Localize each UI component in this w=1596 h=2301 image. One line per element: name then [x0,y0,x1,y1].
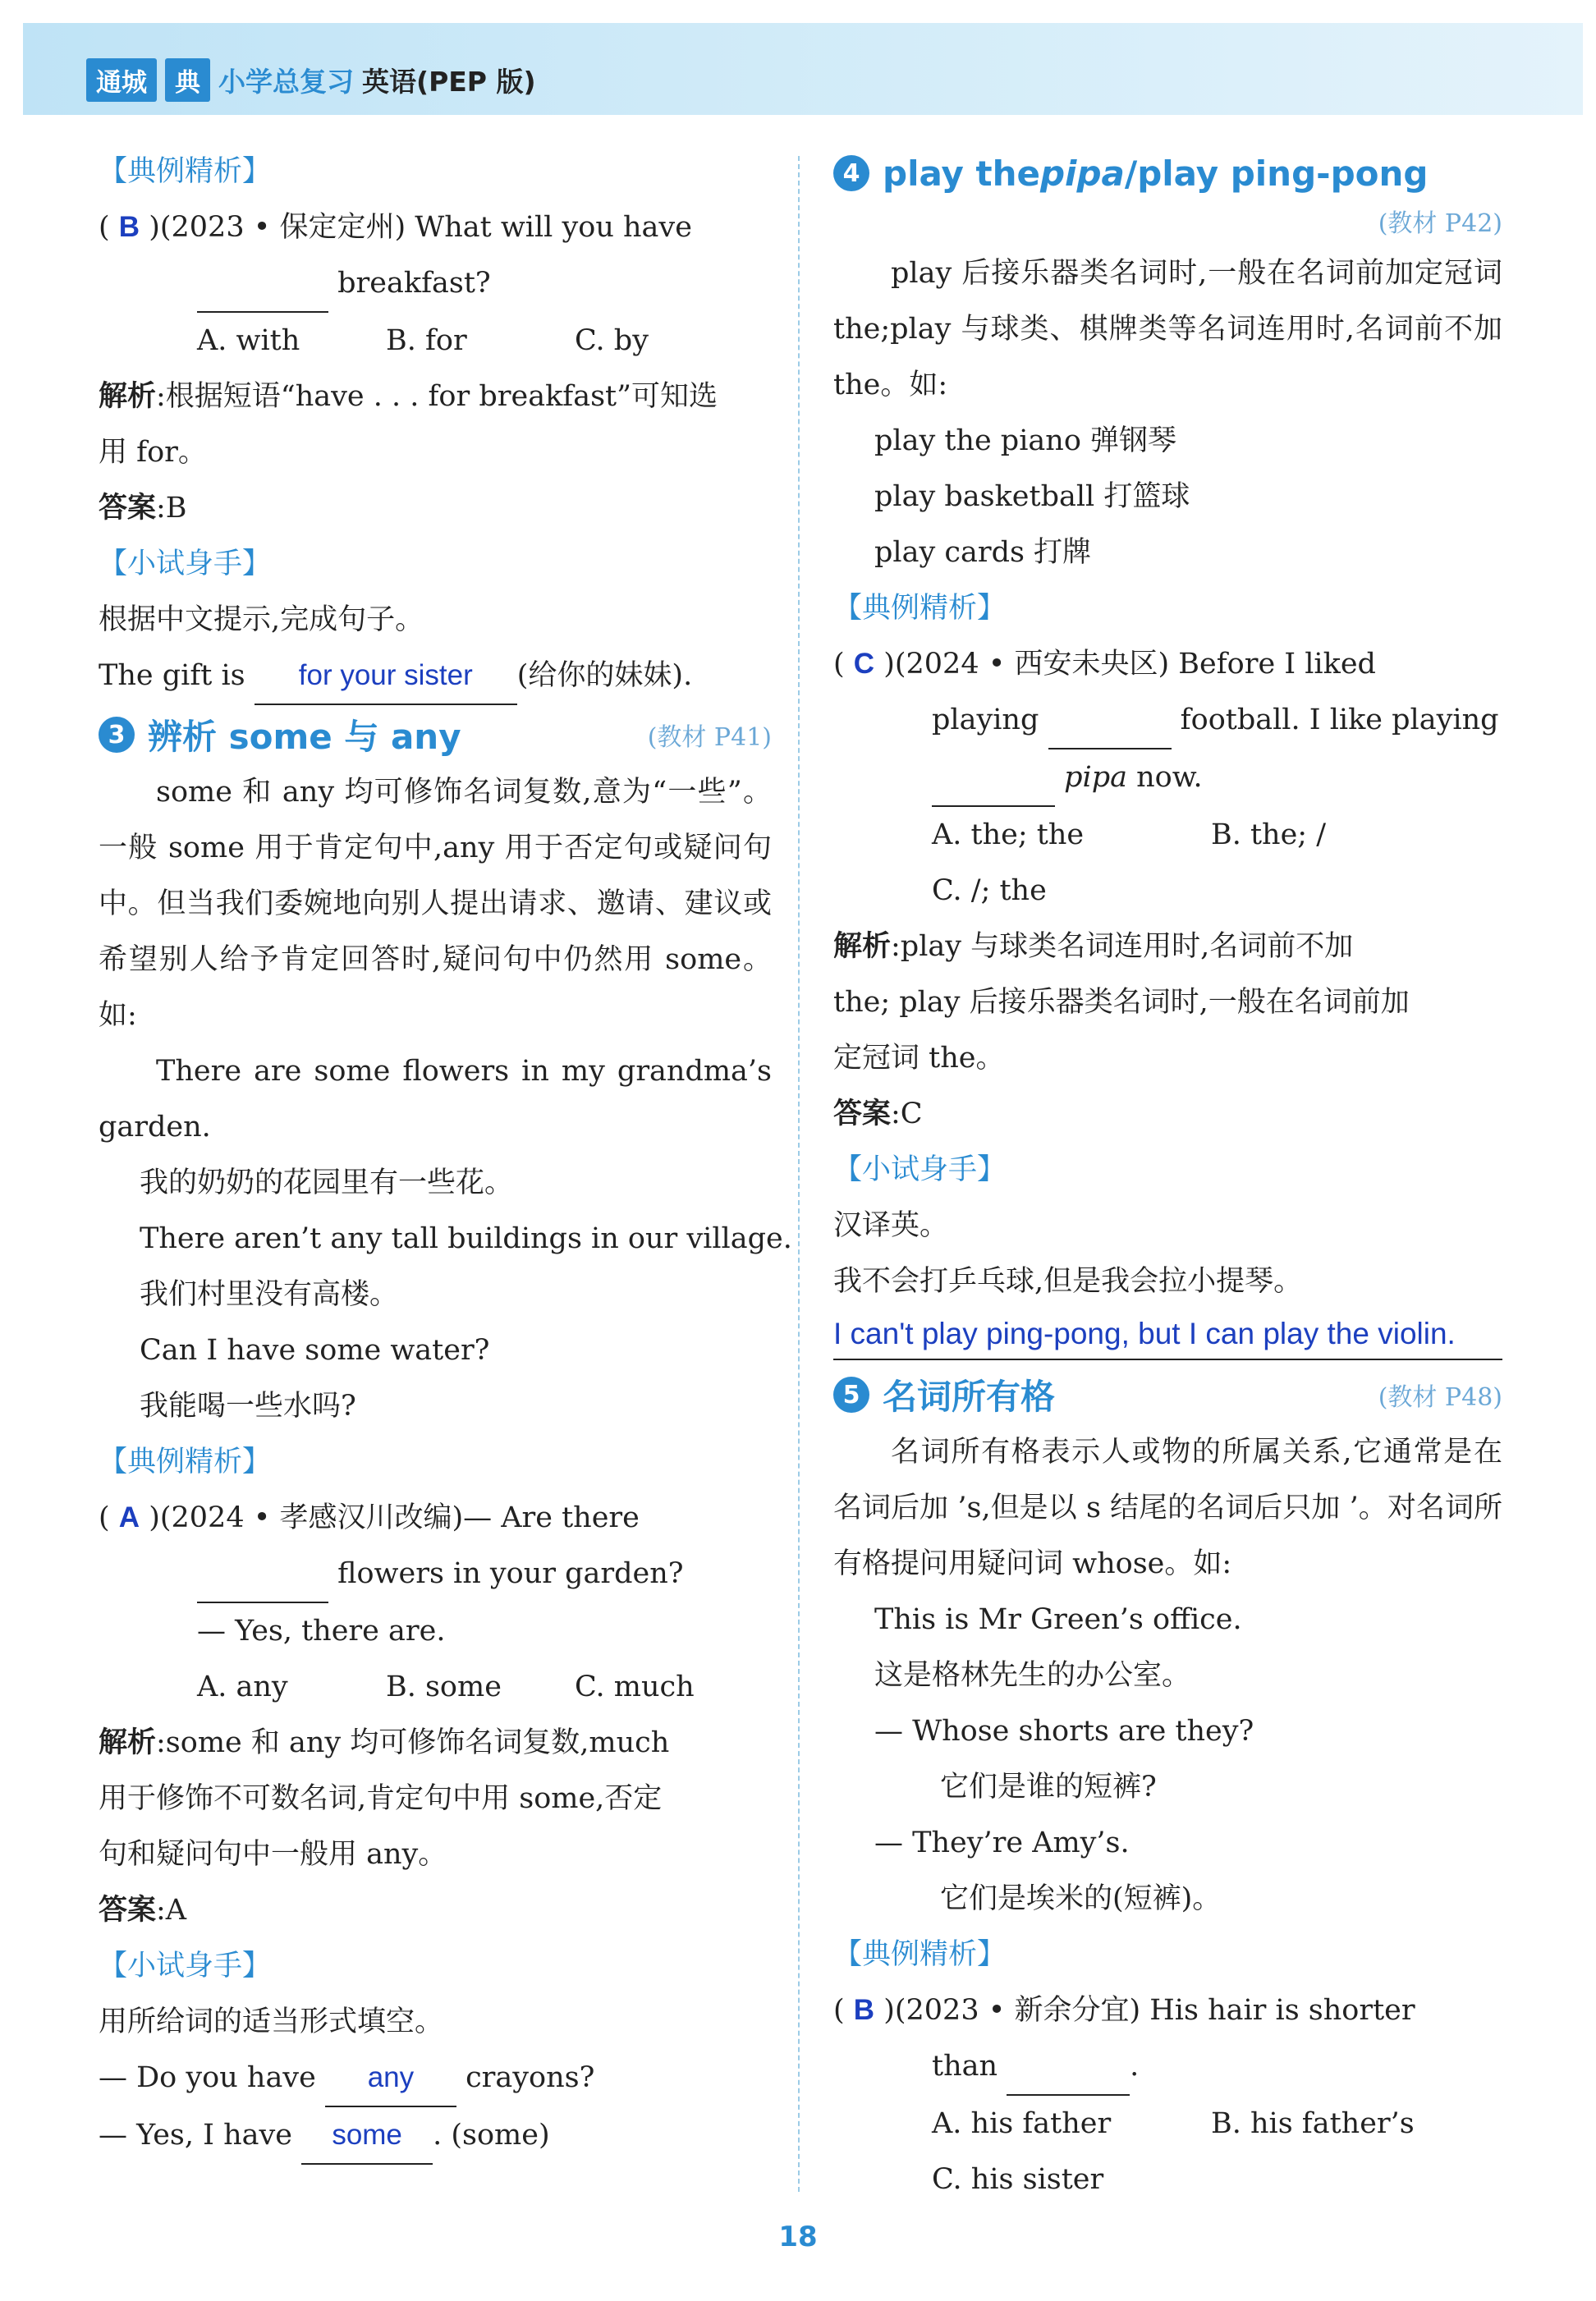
example-phrase: play basketball 打篮球 [874,480,1190,513]
analysis-line: 用 for。 [99,436,207,469]
instruction-line: 根据中文提示,完成句子。 [99,603,424,636]
instruction-line: 用所给词的适当形式填空。 [99,2005,444,2038]
filled-blank: any [325,2050,456,2107]
options-line: A. his father B. his father’s [932,2107,1415,2140]
answer-blank [197,255,328,313]
practice-chinese: 我不会打乒乓球,但是我会拉小提琴。 [833,1265,1303,1298]
example-sentence-zh: 我能喝一些水吗? [140,1390,356,1423]
left-column [99,144,792,2165]
section-4-heading: 4 play the pipa /play ping-pong [833,144,1502,203]
example-sentence-en: — They’re Amy’s. [874,1827,1130,1859]
practice-heading: 【小试身手】 [99,548,272,580]
example-sentence-en: Can I have some water? [140,1334,490,1367]
example-heading: 【典例精析】 [833,1938,1007,1971]
brand-tag-tongcheng: 通城 [86,58,157,102]
series-title: 小学总复习 [218,65,354,98]
example-sentence-zh: 我们村里没有高楼。 [140,1278,399,1311]
analysis-line: 句和疑问句中一般用 any。 [99,1838,447,1871]
section-number: 3 [99,717,135,753]
answer-line: 答案:C [833,1098,923,1130]
analysis-line: 解析:play 与球类名词连用时,名词前不加 [833,930,1354,963]
practice-heading: 【小试身手】 [99,1950,272,1982]
answer-mark: C [853,648,875,680]
answer-mark: B [853,1994,875,2026]
example-sentence-en: — Whose shorts are they? [874,1715,1254,1748]
options-line: A. with B. for C. by [197,324,649,357]
answer-mark: B [118,211,140,243]
example-sentence-en: There aren’t any tall buildings in our village. [140,1222,792,1255]
section-paragraph: play 后接乐器类名词时,一般在名词前加定冠词 the;play 与球类、棋牌类等名词连用时,名词前不加 the。如: [833,257,1502,401]
section-paragraph: 名词所有格表示人或物的所属关系,它通常是在名词后加 ’s,但是以 s 结尾的名词后只加 ’。对名词所有格提问用疑问词 whose。如: [833,1436,1502,1580]
example-sentence-zh: 我的奶奶的花园里有一些花。 [140,1167,514,1199]
brand-tag-dian: 典 [165,58,210,102]
options-line: A. any B. some C. much [197,1671,695,1703]
practice-answer: — Yes, I have some . (some) [99,2107,772,2165]
question-line: flowers in your garden? [99,1546,772,1603]
question-line: pipa now. [833,749,1502,807]
filled-blank: for your sister [255,648,517,705]
column-divider [798,156,800,2192]
answer-blank [932,749,1055,807]
textbook-ref: (教材 P42) [1378,209,1502,238]
filled-blank: some [301,2107,433,2165]
question-line: ( B )(2023 • 保定定州) What will you have [99,211,692,244]
example-sentence-zh: 它们是埃米的(短裤)。 [940,1882,1222,1915]
practice-question: — Do you have any crayons? [99,2050,772,2107]
example-sentence-en: There are some flowers in my grandma’s garden. [99,1055,772,1144]
section-number: 5 [833,1377,869,1413]
example-sentence-zh: 它们是谁的短裤? [940,1771,1157,1804]
page-number: 18 [778,2221,818,2253]
example-heading: 【典例精析】 [99,155,272,188]
question-line: breakfast? [99,255,772,313]
example-heading: 【典例精析】 [99,1446,272,1478]
answer-line: 答案:A [99,1894,187,1927]
subject-title: 英语(PEP 版) [362,65,536,98]
question-line: playing football. I like playing [833,692,1502,749]
options-line: C. /; the [932,874,1047,907]
section-paragraph: some 和 any 均可修饰名词复数,意为“一些”。一般 some 用于肯定句中,any 用于否定句或疑问句中。但当我们委婉地向别人提出请求、邀请、建议或希望别人给予肯定回答时,疑问句中仍然用 some。如: [99,776,772,1032]
question-line: than . [833,2038,1502,2096]
options-line: A. the; the B. the; / [932,818,1326,851]
right-column [833,144,1502,2207]
options-line: C. his sister [932,2163,1104,2196]
section-3-heading: 3 辨析 some 与 any (教材 P41) [99,705,772,764]
filled-answer-line: I can't play ping-pong, but I can play the violin. [833,1309,1502,1360]
analysis-line: 解析:some 和 any 均可修饰名词复数,much [99,1726,670,1759]
textbook-ref: (教材 P48) [1378,1383,1502,1412]
example-heading: 【典例精析】 [833,592,1007,625]
section-5-heading: 5 名词所有格 (教材 P48) [833,1365,1502,1424]
answer-line: 答案:B [99,492,187,525]
book-brand [86,51,536,108]
section-number: 4 [833,155,869,191]
analysis-line: 解析:根据短语“have . . . for breakfast”可知选 [99,380,718,413]
answer-blank [197,1546,328,1603]
question-line: ( B )(2023 • 新余分宜) His hair is shorter [833,1994,1415,2027]
example-phrase: play cards 打牌 [874,536,1092,569]
textbook-ref: (教材 P41) [647,723,772,752]
question-line: ( C )(2024 • 西安未央区) Before I liked [833,648,1376,681]
example-sentence-en: This is Mr Green’s office. [874,1603,1242,1636]
question-line: — Yes, there are. [197,1615,446,1648]
answer-blank [1048,692,1172,749]
analysis-line: the; play 后接乐器类名词时,一般在名词前加 [833,986,1410,1019]
example-phrase: play the piano 弹钢琴 [874,424,1177,457]
instruction-line: 汉译英。 [833,1209,949,1242]
analysis-line: 定冠词 the。 [833,1042,1005,1075]
practice-heading: 【小试身手】 [833,1153,1007,1186]
example-sentence-zh: 这是格林先生的办公室。 [874,1659,1191,1692]
answer-blank [1007,2038,1130,2096]
answer-mark: A [118,1501,140,1533]
practice-sentence: The gift is for your sister (给你的妹妹). [99,648,772,705]
analysis-line: 用于修饰不可数名词,肯定句中用 some,否定 [99,1782,663,1815]
question-line: ( A )(2024 • 孝感汉川改编)— Are there [99,1501,640,1534]
